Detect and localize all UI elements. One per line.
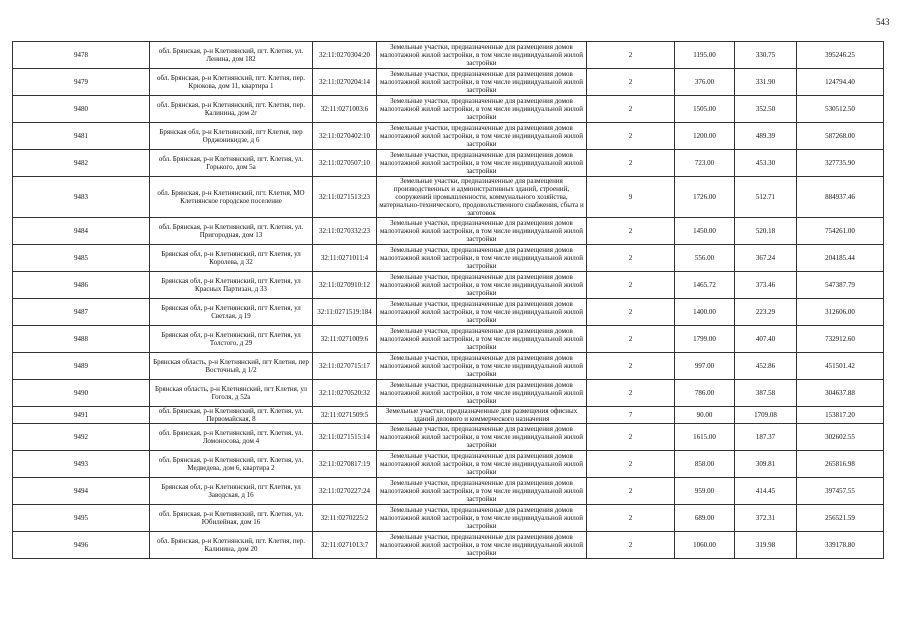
area-cell: 556.00 xyxy=(675,245,735,272)
cadastral-value-cell: 302602.55 xyxy=(797,424,884,451)
row-number-cell: 9481 xyxy=(13,123,150,150)
cadastral-number-cell: 32:11:0270304:20 xyxy=(313,42,377,69)
cadastral-value-cell: 124794.40 xyxy=(797,69,884,96)
table-row xyxy=(13,505,884,532)
cadastral-number-cell: 32:11:0271513:23 xyxy=(313,177,377,218)
specific-value-cell: 367.24 xyxy=(735,245,797,272)
use-group-cell: 2 xyxy=(587,505,675,532)
cadastral-value-cell: 153817.20 xyxy=(797,407,884,424)
table-row xyxy=(13,532,884,559)
cadastral-value-cell: 884937.46 xyxy=(797,177,884,218)
land-use-cell: Земельные участки, предназначенные для размещения домов малоэтажной жилой застройки, в том числе индивидуальной жилой застройки xyxy=(377,96,587,123)
table-row xyxy=(13,150,884,177)
cadastral-number-cell: 32:11:0271509:5 xyxy=(313,407,377,424)
cadastral-number-cell: 32:11:0270910:12 xyxy=(313,272,377,299)
area-cell: 376.00 xyxy=(675,69,735,96)
area-cell: 1450.00 xyxy=(675,218,735,245)
land-use-cell: Земельные участки, предназначенные для размещения домов малоэтажной жилой застройки, в том числе индивидуальной жилой застройки xyxy=(377,353,587,380)
row-number-cell: 9484 xyxy=(13,218,150,245)
table-row xyxy=(13,380,884,407)
address-cell: обл. Брянская, р-н Клетнянский, пгт. Клетня, ул. Первомайская, 8 xyxy=(150,407,313,424)
use-group-cell: 2 xyxy=(587,69,675,96)
address-cell: обл. Брянская, р-н Клетнянский, пгт. Клетня, ул. Горького, дом 5а xyxy=(150,150,313,177)
cadastral-number-cell: 32:11:0270402:10 xyxy=(313,123,377,150)
row-number-cell: 9492 xyxy=(13,424,150,451)
table-row xyxy=(13,245,884,272)
land-use-cell: Земельные участки, предназначенные для размещения домов малоэтажной жилой застройки, в том числе индивидуальной жилой застройки xyxy=(377,299,587,326)
row-number-cell: 9491 xyxy=(13,407,150,424)
use-group-cell: 2 xyxy=(587,451,675,478)
area-cell: 1195.00 xyxy=(675,42,735,69)
land-use-cell: Земельные участки, предназначенные для размещения домов малоэтажной жилой застройки, в том числе индивидуальной жилой застройки xyxy=(377,69,587,96)
table-row xyxy=(13,299,884,326)
land-use-cell: Земельные участки, предназначенные для размещения домов малоэтажной жилой застройки, в том числе индивидуальной жилой застройки xyxy=(377,532,587,559)
cadastral-number-cell: 32:11:0270715:17 xyxy=(313,353,377,380)
use-group-cell: 2 xyxy=(587,299,675,326)
specific-value-cell: 489.39 xyxy=(735,123,797,150)
cadastral-value-cell: 395246.25 xyxy=(797,42,884,69)
specific-value-cell: 453.30 xyxy=(735,150,797,177)
row-number-cell: 9482 xyxy=(13,150,150,177)
cadastral-value-cell: 304637.88 xyxy=(797,380,884,407)
row-number-cell: 9479 xyxy=(13,69,150,96)
land-use-cell: Земельные участки, предназначенные для размещения производственных и административных зданий, строений, сооружений промышленности, коммунального хозяйства, материально-технического, продовольственного снабжения, сбыта и заготовок xyxy=(377,177,587,218)
table-row xyxy=(13,69,884,96)
use-group-cell: 9 xyxy=(587,177,675,218)
cadastral-number-cell: 32:11:0270332:23 xyxy=(313,218,377,245)
land-use-cell: Земельные участки, предназначенные для размещения домов малоэтажной жилой застройки, в том числе индивидуальной жилой застройки xyxy=(377,424,587,451)
land-use-cell: Земельные участки, предназначенные для размещения домов малоэтажной жилой застройки, в том числе индивидуальной жилой застройки xyxy=(377,218,587,245)
area-cell: 1505.00 xyxy=(675,96,735,123)
area-cell: 997.00 xyxy=(675,353,735,380)
area-cell: 786.00 xyxy=(675,380,735,407)
cadastral-number-cell: 32:11:0271003:6 xyxy=(313,96,377,123)
cadastral-value-cell: 451501.42 xyxy=(797,353,884,380)
row-number-cell: 9488 xyxy=(13,326,150,353)
area-cell: 959.00 xyxy=(675,478,735,505)
table-row xyxy=(13,326,884,353)
cadastral-value-cell: 339178.80 xyxy=(797,532,884,559)
cadastral-value-cell: 204185.44 xyxy=(797,245,884,272)
area-cell: 1200.00 xyxy=(675,123,735,150)
cadastral-value-cell: 327735.90 xyxy=(797,150,884,177)
area-cell: 689.00 xyxy=(675,505,735,532)
cadastral-number-cell: 32:11:0270227:24 xyxy=(313,478,377,505)
specific-value-cell: 414.45 xyxy=(735,478,797,505)
land-use-cell: Земельные участки, предназначенные для размещения домов малоэтажной жилой застройки, в том числе индивидуальной жилой застройки xyxy=(377,245,587,272)
land-use-cell: Земельные участки, предназначенные для размещения офисных зданий делового и коммерческого назначения xyxy=(377,407,587,424)
area-cell: 723.00 xyxy=(675,150,735,177)
cadastral-number-cell: 32:11:0270507:10 xyxy=(313,150,377,177)
specific-value-cell: 1709.08 xyxy=(735,407,797,424)
specific-value-cell: 407.40 xyxy=(735,326,797,353)
specific-value-cell: 372.31 xyxy=(735,505,797,532)
cadastral-number-cell: 32:11:0271011:4 xyxy=(313,245,377,272)
address-cell: обл. Брянская, р-н Клетнянский, пгт. Клетня, пер. Калинина, дом 2г xyxy=(150,96,313,123)
land-use-cell: Земельные участки, предназначенные для размещения домов малоэтажной жилой застройки, в том числе индивидуальной жилой застройки xyxy=(377,42,587,69)
table-row xyxy=(13,123,884,150)
table-row xyxy=(13,424,884,451)
cadastral-number-cell: 32:11:0270225:2 xyxy=(313,505,377,532)
cadastral-value-cell: 754261.00 xyxy=(797,218,884,245)
table-row xyxy=(13,42,884,69)
row-number-cell: 9480 xyxy=(13,96,150,123)
row-number-cell: 9493 xyxy=(13,451,150,478)
row-number-cell: 9494 xyxy=(13,478,150,505)
address-cell: Брянская обл, р-н Клетнянский, пгт Клетня, ул Толстого, д 29 xyxy=(150,326,313,353)
area-cell: 858.00 xyxy=(675,451,735,478)
use-group-cell: 2 xyxy=(587,123,675,150)
cadastral-number-cell: 32:11:0271515:14 xyxy=(313,424,377,451)
specific-value-cell: 520.18 xyxy=(735,218,797,245)
row-number-cell: 9486 xyxy=(13,272,150,299)
specific-value-cell: 187.37 xyxy=(735,424,797,451)
use-group-cell: 2 xyxy=(587,532,675,559)
row-number-cell: 9495 xyxy=(13,505,150,532)
table-row xyxy=(13,177,884,218)
use-group-cell: 2 xyxy=(587,218,675,245)
specific-value-cell: 330.75 xyxy=(735,42,797,69)
use-group-cell: 2 xyxy=(587,353,675,380)
specific-value-cell: 331.90 xyxy=(735,69,797,96)
area-cell: 1400.00 xyxy=(675,299,735,326)
land-use-cell: Земельные участки, предназначенные для размещения домов малоэтажной жилой застройки, в том числе индивидуальной жилой застройки xyxy=(377,451,587,478)
use-group-cell: 7 xyxy=(587,407,675,424)
cadastral-number-cell: 32:11:0270204:14 xyxy=(313,69,377,96)
table-row xyxy=(13,218,884,245)
address-cell: обл. Брянская, р-н Клетнянский, пгт. Клетня, пер. Калинина, дом 20 xyxy=(150,532,313,559)
address-cell: обл. Брянская, р-н Клетнянский, пгт. Клетня, ул. Пригородная, дом 13 xyxy=(150,218,313,245)
row-number-cell: 9483 xyxy=(13,177,150,218)
row-number-cell: 9490 xyxy=(13,380,150,407)
cadastral-number-cell: 32:11:0270520:32 xyxy=(313,380,377,407)
area-cell: 1726.00 xyxy=(675,177,735,218)
address-cell: Брянская область, р-н Клетнянский, пгт Клетня, ул Гоголя, д 52а xyxy=(150,380,313,407)
cadastral-value-cell: 256521.59 xyxy=(797,505,884,532)
address-cell: обл. Брянская, р-н Клетнянский, пгт. Клетня, МО Клетнянское городское поселение xyxy=(150,177,313,218)
specific-value-cell: 512.71 xyxy=(735,177,797,218)
address-cell: Брянская обл, р-н Клетнянский, пгт Клетня, ул Королева, д 32 xyxy=(150,245,313,272)
cadastral-value-cell: 587268.00 xyxy=(797,123,884,150)
land-use-cell: Земельные участки, предназначенные для размещения домов малоэтажной жилой застройки, в том числе индивидуальной жилой застройки xyxy=(377,272,587,299)
area-cell: 90.00 xyxy=(675,407,735,424)
use-group-cell: 2 xyxy=(587,150,675,177)
specific-value-cell: 452.86 xyxy=(735,353,797,380)
row-number-cell: 9489 xyxy=(13,353,150,380)
address-cell: Брянская область, р-н Клетнянский, пгт Клетня, пер Восточный, д 1/2 xyxy=(150,353,313,380)
address-cell: обл. Брянская, р-н Клетнянский, пгт. Клетня, ул. Ленина, дом 182 xyxy=(150,42,313,69)
land-use-cell: Земельные участки, предназначенные для размещения домов малоэтажной жилой застройки, в том числе индивидуальной жилой застройки xyxy=(377,380,587,407)
cadastral-number-cell: 32:11:0271519:184 xyxy=(313,299,377,326)
specific-value-cell: 387.58 xyxy=(735,380,797,407)
cadastral-value-cell: 397457.55 xyxy=(797,478,884,505)
area-cell: 1615.00 xyxy=(675,424,735,451)
use-group-cell: 2 xyxy=(587,424,675,451)
cadastral-value-cell: 265816.98 xyxy=(797,451,884,478)
address-cell: обл. Брянская, р-н Клетнянский, пгт. Клетня, ул. Медведева, дом 6, квартира 2 xyxy=(150,451,313,478)
table-row xyxy=(13,96,884,123)
address-cell: Брянская обл, р-н Клетнянский, пгт Клетня, ул Светлая, д 19 xyxy=(150,299,313,326)
cadastral-value-cell: 530512.50 xyxy=(797,96,884,123)
table-row xyxy=(13,407,884,424)
cadastral-number-cell: 32:11:0270817:19 xyxy=(313,451,377,478)
area-cell: 1799.00 xyxy=(675,326,735,353)
address-cell: обл. Брянская, р-н Клетнянский, пгт. Клетня, ул. Ломоносова, дом 4 xyxy=(150,424,313,451)
cadastral-value-cell: 312606.00 xyxy=(797,299,884,326)
cadastral-value-table xyxy=(12,41,884,559)
use-group-cell: 2 xyxy=(587,42,675,69)
address-cell: Брянская обл, р-н Клетнянский, пгт Клетня, ул Красных Партизан, д 33 xyxy=(150,272,313,299)
table-body xyxy=(13,42,884,559)
specific-value-cell: 373.46 xyxy=(735,272,797,299)
address-cell: обл. Брянская, р-н Клетнянский, пгт. Клетня, ул. Юбилейная, дом 16 xyxy=(150,505,313,532)
specific-value-cell: 319.98 xyxy=(735,532,797,559)
address-cell: обл. Брянская, р-н Клетнянский, пгт. Клетня, пер. Крюкова, дом 11, квартира 1 xyxy=(150,69,313,96)
row-number-cell: 9487 xyxy=(13,299,150,326)
specific-value-cell: 309.81 xyxy=(735,451,797,478)
land-use-cell: Земельные участки, предназначенные для размещения домов малоэтажной жилой застройки, в том числе индивидуальной жилой застройки xyxy=(377,478,587,505)
use-group-cell: 2 xyxy=(587,96,675,123)
table-row xyxy=(13,478,884,505)
land-use-cell: Земельные участки, предназначенные для размещения домов малоэтажной жилой застройки, в том числе индивидуальной жилой застройки xyxy=(377,123,587,150)
use-group-cell: 2 xyxy=(587,478,675,505)
area-cell: 1060.00 xyxy=(675,532,735,559)
row-number-cell: 9485 xyxy=(13,245,150,272)
land-use-cell: Земельные участки, предназначенные для размещения домов малоэтажной жилой застройки, в том числе индивидуальной жилой застройки xyxy=(377,505,587,532)
row-number-cell: 9478 xyxy=(13,42,150,69)
land-use-cell: Земельные участки, предназначенные для размещения домов малоэтажной жилой застройки, в том числе индивидуальной жилой застройки xyxy=(377,150,587,177)
land-use-cell: Земельные участки, предназначенные для размещения домов малоэтажной жилой застройки, в том числе индивидуальной жилой застройки xyxy=(377,326,587,353)
specific-value-cell: 352.50 xyxy=(735,96,797,123)
use-group-cell: 2 xyxy=(587,326,675,353)
use-group-cell: 2 xyxy=(587,272,675,299)
table-row xyxy=(13,451,884,478)
table-row xyxy=(13,272,884,299)
area-cell: 1465.72 xyxy=(675,272,735,299)
address-cell: Брянская обл, р-н Клетнянский, пгт Клетня, пер Орджоникидзе, д 6 xyxy=(150,123,313,150)
page-number: 543 xyxy=(876,17,890,27)
cadastral-value-cell: 732912.60 xyxy=(797,326,884,353)
table-row xyxy=(13,353,884,380)
cadastral-number-cell: 32:11:0271013:7 xyxy=(313,532,377,559)
specific-value-cell: 223.29 xyxy=(735,299,797,326)
row-number-cell: 9496 xyxy=(13,532,150,559)
cadastral-value-cell: 547387.79 xyxy=(797,272,884,299)
address-cell: Брянская обл, р-н Клетнянский, пгт Клетня, ул Заводская, д 16 xyxy=(150,478,313,505)
use-group-cell: 2 xyxy=(587,380,675,407)
cadastral-number-cell: 32:11:0271009:6 xyxy=(313,326,377,353)
use-group-cell: 2 xyxy=(587,245,675,272)
